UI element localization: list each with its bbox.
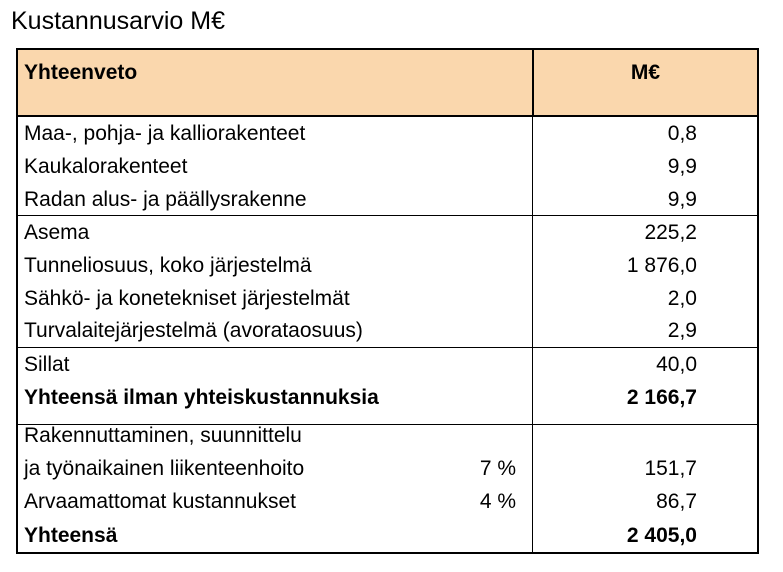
row-percent: 4 %	[479, 490, 516, 513]
table-row	[18, 283, 757, 316]
table-row	[18, 453, 757, 486]
row-label: Asema	[24, 221, 90, 244]
row-value: 225,2	[644, 221, 697, 244]
table-row	[18, 217, 757, 250]
row-label: Arvaamattomat kustannukset	[24, 490, 296, 513]
total-row	[18, 520, 757, 553]
header-unit: M€	[630, 61, 661, 84]
row-label: Yhteensä	[24, 524, 118, 547]
row-value: 2 405,0	[626, 524, 697, 547]
table-header	[18, 50, 757, 117]
row-value: 0,8	[667, 122, 697, 145]
row-label: Maa-, pohja- ja kalliorakenteet	[24, 122, 306, 145]
row-value: 1 876,0	[626, 254, 697, 277]
row-label: Turvalaitejärjestelmä (avorataosuus)	[24, 319, 363, 342]
table-row	[18, 151, 757, 184]
row-value: 2,0	[667, 287, 697, 310]
row-value: 2 166,7	[626, 386, 697, 409]
row-label: Sillat	[24, 353, 70, 376]
page-title: Kustannusarvio M€	[11, 7, 226, 35]
row-value: 40,0	[656, 353, 697, 376]
row-label: Sähkö- ja konetekniset järjestelmät	[24, 287, 350, 310]
cost-summary-table	[16, 48, 759, 554]
table-row	[18, 349, 757, 382]
row-label: Rakennuttaminen, suunnittelu	[24, 424, 302, 447]
row-label: Kaukalorakenteet	[24, 155, 188, 178]
subtotal-row	[18, 382, 757, 415]
header-label: Yhteenveto	[24, 61, 138, 84]
table-row	[18, 486, 757, 519]
row-value: 86,7	[656, 490, 697, 513]
row-value: 9,9	[667, 155, 697, 178]
table-row	[18, 250, 757, 283]
row-label: ja työnaikainen liikenteenhoito	[24, 457, 305, 480]
row-percent: 7 %	[479, 457, 516, 480]
table-row	[18, 184, 757, 217]
row-value: 151,7	[644, 457, 697, 480]
row-value: 2,9	[667, 319, 697, 342]
row-label: Yhteensä ilman yhteiskustannuksia	[24, 386, 379, 409]
table-row	[18, 420, 757, 453]
row-label: Radan alus- ja päällysrakenne	[24, 188, 307, 211]
row-value: 9,9	[667, 188, 697, 211]
table-row	[18, 118, 757, 151]
row-label: Tunneliosuus, koko järjestelmä	[24, 254, 312, 277]
table-row	[18, 315, 757, 348]
